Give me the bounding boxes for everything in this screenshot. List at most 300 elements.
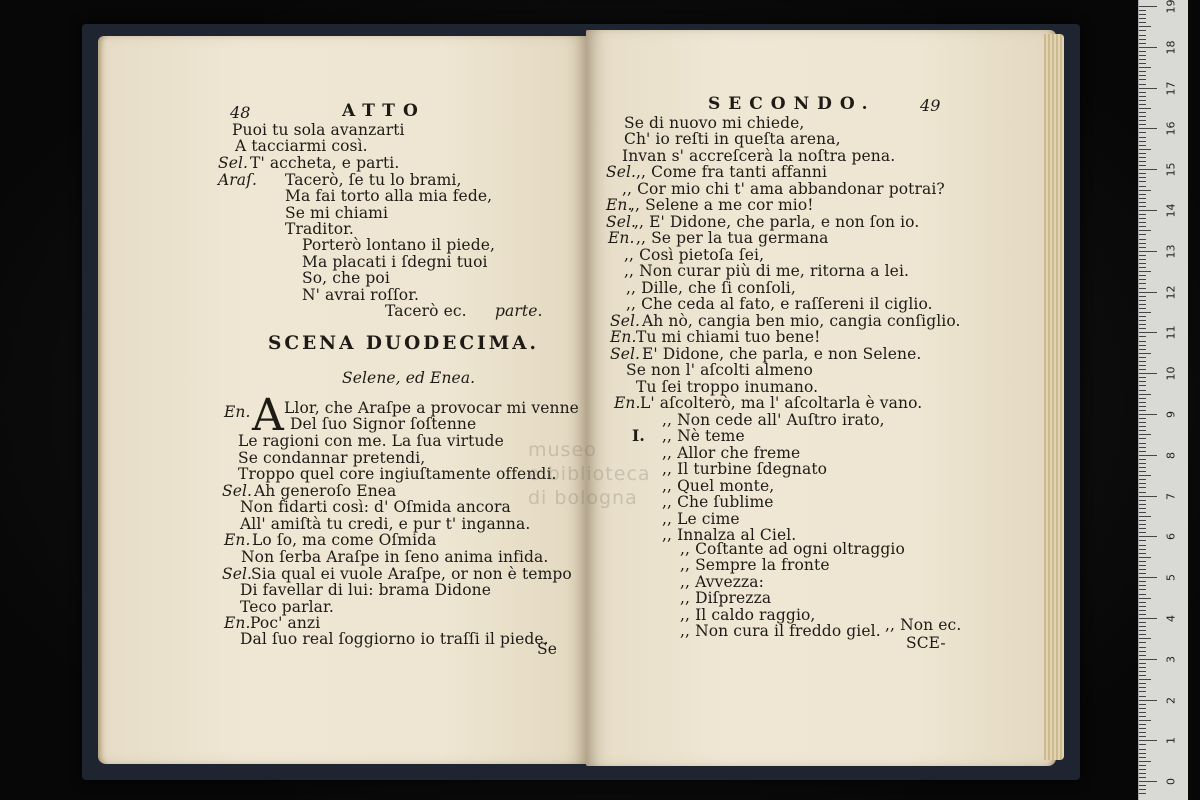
ruler-tick [1139,47,1157,48]
right-page-edge [1044,34,1064,760]
ruler-tick [1139,43,1146,44]
ruler-tick [1139,712,1146,713]
ruler-tick [1139,512,1146,513]
ruler-tick [1139,675,1146,676]
ruler-tick [1139,793,1146,794]
ruler-tick [1139,691,1146,692]
ruler-label: 9 [1164,411,1178,418]
ruler-tick [1139,606,1146,607]
ruler-label: 3 [1164,655,1178,663]
ruler-tick [1139,145,1146,146]
ruler-tick [1139,353,1151,354]
aria-line: ,, Non cura il freddo giel. [680,622,881,640]
ruler-tick [1139,753,1146,754]
ruler-tick [1139,332,1157,333]
aria-number: I. [632,426,645,445]
speaker-label: En. [606,196,633,214]
verse-line: ,, E' Didone, che parla, e non ſon io. [634,213,920,231]
verse-line: Se non l' aſcolti almeno [626,361,813,379]
ruler-tick [1139,561,1146,562]
ruler-tick [1139,602,1146,603]
verse-line: Invan s' accreſcerà la noſtra pena. [622,147,896,165]
verse-line: Llor, che Araſpe a provocar mi venne [284,399,579,417]
ruler-tick [1139,22,1146,23]
ruler-tick [1139,626,1146,627]
speaker-label: Sel. [610,312,641,330]
ruler-tick [1139,585,1146,586]
ruler-tick [1139,10,1146,11]
ruler-tick [1139,79,1146,80]
ruler-tick [1139,471,1146,472]
ruler-label: 4 [1164,615,1178,622]
ruler-label: 14 [1164,203,1178,218]
verse-line: All' amiſtà tu credi, e pur t' inganna. [240,515,531,533]
ruler-label: 19 [1164,0,1178,14]
ruler-tick [1139,394,1151,395]
verse-line: Dal ſuo real ſoggiorno io traſſi il piede. [240,630,549,648]
verse-line: Porterò lontano il piede, [302,236,496,254]
da-capo-note: ,, Non ec. [885,616,962,634]
ruler-label: 15 [1164,162,1178,177]
aria-line: ,, Le cime [662,510,740,528]
ruler-tick [1139,553,1146,554]
ruler-tick [1139,528,1146,529]
verse-line: ,, Dille, che ſi conſoli, [626,279,796,297]
ruler-tick [1139,230,1151,231]
ruler-tick [1139,651,1146,652]
ruler-tick [1139,26,1151,27]
ruler-tick [1139,704,1146,705]
speaker-label: Sel. [218,154,249,172]
ruler-tick [1139,630,1146,631]
ruler-tick [1139,308,1146,309]
ruler-tick [1139,243,1146,244]
ruler-tick [1139,84,1146,85]
ruler-tick [1139,777,1146,778]
aria-line: ,, Che ſublime [662,493,774,511]
ruler-tick [1139,75,1146,76]
ruler-tick [1139,214,1146,215]
verse-line: Se condannar pretendi, [238,449,426,467]
ruler-tick [1139,239,1146,240]
speaker-label: En. [224,614,251,632]
measuring-ruler [1138,0,1188,800]
ruler-tick [1139,385,1146,386]
ruler-tick [1139,141,1146,142]
ruler-tick [1139,594,1146,595]
speaker-label: Sel. [610,345,641,363]
ruler-label: 11 [1164,325,1178,340]
aria-line: ,, Avvezza: [680,573,764,591]
verse-line: Ah generoſo Enea [254,482,397,500]
speaker-label: En. [610,328,637,346]
ruler-tick [1139,418,1146,419]
ruler-tick [1139,169,1157,170]
ruler-tick [1139,789,1146,790]
ruler-tick [1139,622,1146,623]
ruler-tick [1139,598,1151,599]
page-number-left: 48 [230,103,251,122]
verse-line: Le ragioni con me. La ſua virtude [238,432,504,450]
verse-line: Ah nò, cangia ben mio, cangia conſiglio. [642,312,961,330]
ruler-tick [1139,67,1151,68]
ruler-tick [1139,659,1157,660]
watermark-line: museo [528,439,597,461]
watermark-line: di bologna [528,487,638,509]
ruler-tick [1139,190,1151,191]
ruler-tick [1139,455,1157,456]
ruler-tick [1139,467,1146,468]
verse-line: Tacerò ec. [385,302,467,320]
ruler-tick [1139,120,1146,121]
ruler-tick [1139,210,1157,211]
ruler-tick [1139,569,1146,570]
ruler-tick [1139,451,1146,452]
ruler-tick [1139,165,1146,166]
ruler-tick [1139,773,1146,774]
ruler-tick [1139,6,1157,7]
ruler-tick [1139,202,1146,203]
ruler-tick [1139,14,1146,15]
running-head-right: SECONDO. [708,94,876,114]
ruler-tick [1139,55,1146,56]
verse-line: Tu mi chiami tuo bene! [636,328,821,346]
ruler-tick [1139,361,1146,362]
aria-line: ,, Allor che freme [662,444,801,462]
ruler-tick [1139,18,1146,19]
ruler-tick [1139,35,1146,36]
ruler-tick [1139,638,1151,639]
ruler-tick [1139,255,1146,256]
speaker-label: Sel. [222,482,253,500]
ruler-tick [1139,59,1146,60]
ruler-tick [1139,618,1157,619]
ruler-tick [1139,247,1146,248]
speaker-label: Araſ. [218,171,258,189]
verse-line: Non fidarti così: d' Oſmida ancora [240,498,511,516]
verse-line: Lo ſo, ma come Oſmida [252,531,437,549]
ruler-tick [1139,720,1151,721]
ruler-label: 16 [1164,121,1178,136]
ruler-tick [1139,724,1146,725]
ruler-tick [1139,108,1151,109]
ruler-tick [1139,283,1146,284]
ruler-tick [1139,251,1157,252]
ruler-tick [1139,218,1146,219]
ruler-tick [1139,581,1146,582]
verse-line: Tu ſei troppo inumano. [636,378,819,396]
ruler-tick [1139,222,1146,223]
ruler-tick [1139,377,1146,378]
ruler-tick [1139,320,1146,321]
ruler-tick [1139,696,1146,697]
ruler-tick [1139,508,1146,509]
verse-line: ,, Come fra tanti affanni [636,163,828,181]
ruler-tick [1139,271,1151,272]
verse-line: Ma fai torto alla mia fede, [285,187,493,205]
ruler-tick [1139,447,1146,448]
ruler-tick [1139,496,1157,497]
ruler-tick [1139,708,1146,709]
scene-cast: Selene, ed Enea. [342,369,476,387]
ruler-tick [1139,761,1151,762]
ruler-tick [1139,288,1146,289]
ruler-tick [1139,732,1146,733]
ruler-tick [1139,206,1146,207]
verse-line: Teco parlar. [240,598,334,616]
verse-line: N' avrai roſſor. [302,286,420,304]
verse-line: Sia qual ei vuole Araſpe, or non è tempo [251,565,572,583]
ruler-tick [1139,573,1146,574]
ruler-tick [1139,785,1146,786]
ruler-tick [1139,324,1146,325]
verse-line: ,, Selene a me cor mio! [630,196,814,214]
verse-line: ,, Cor mio chi t' ama abbandonar potrai? [622,180,945,198]
speaker-label: En. [224,531,251,549]
ruler-tick [1139,100,1146,101]
ruler-tick [1139,545,1146,546]
ruler-tick [1139,443,1146,444]
ruler-tick [1139,132,1146,133]
ruler-tick [1139,304,1146,305]
aria-line: ,, Sempre la fronte [680,556,830,574]
ruler-tick [1139,438,1146,439]
ruler-tick [1139,259,1146,260]
ruler-tick [1139,402,1146,403]
ruler-tick [1139,520,1146,521]
ruler-tick [1139,757,1146,758]
ruler-label: 10 [1164,366,1178,381]
verse-line: Tacerò, ſe tu lo brami, [285,171,462,189]
verse-line: L' aſcolterò, ma l' aſcoltarla è vano. [640,394,923,412]
ruler-tick [1139,186,1146,187]
ruler-tick [1139,671,1146,672]
library-watermark [528,438,651,510]
aria-line: ,, Non cede all' Auſtro irato, [662,411,885,429]
ruler-tick [1139,292,1157,293]
ruler-tick [1139,267,1146,268]
ruler-tick [1139,124,1146,125]
ruler-tick [1139,406,1146,407]
aria-line: ,, Il caldo raggio, [680,606,816,624]
ruler-tick [1139,369,1146,370]
verse-line: Ma placati i ſdegni tuoi [302,253,488,271]
ruler-tick [1139,341,1146,342]
ruler-tick [1139,642,1146,643]
ruler-label: 1 [1164,737,1178,745]
ruler-tick [1139,157,1146,158]
ruler-tick [1139,181,1146,182]
ruler-tick [1139,765,1146,766]
ruler-tick [1139,744,1146,745]
ruler-tick [1139,300,1146,301]
aria-line: ,, Innalza al Ciel. [662,526,797,544]
ruler-tick [1139,414,1157,415]
ruler-tick [1139,483,1146,484]
ruler-tick [1139,128,1157,129]
ruler-tick [1139,149,1151,150]
ruler-label: 13 [1164,244,1178,259]
speaker-label: Sel. [606,213,637,231]
stage-direction: parte. [495,302,543,320]
verse-line: Di favellar di lui: brama Didone [240,581,491,599]
ruler-tick [1139,463,1146,464]
ruler-label: 17 [1164,81,1178,96]
ruler-tick [1139,373,1157,374]
ruler-tick [1139,549,1146,550]
verse-line: ,, Così pietoſa ſei, [624,246,765,264]
speaker-label: En. [224,403,251,421]
ruler-tick [1139,540,1146,541]
ruler-tick [1139,700,1157,701]
ruler-tick [1139,769,1146,770]
ruler-label: 6 [1164,533,1178,541]
running-head-left: ATTO [342,101,426,121]
verse-line: A tacciarmi così. [235,137,368,155]
ruler-tick [1139,173,1146,174]
verse-line: ,, Non curar più di me, ritorna a lei. [624,262,910,280]
ruler-tick [1139,667,1146,668]
ruler-tick [1139,226,1146,227]
ruler-tick [1139,336,1146,337]
ruler-tick [1139,728,1146,729]
verse-line: Puoi tu sola avanzarti [232,121,405,139]
ruler-label: 0 [1164,778,1178,786]
ruler-tick [1139,736,1146,737]
ruler-tick [1139,487,1146,488]
verse-line: T' accheta, e parti. [250,154,400,172]
verse-line: E' Didone, che parla, e non Selene. [642,345,922,363]
ruler-label: 5 [1164,574,1178,582]
ruler-tick [1139,96,1146,97]
ruler-tick [1139,479,1146,480]
ruler-tick [1139,557,1151,558]
ruler-tick [1139,577,1157,578]
ruler-tick [1139,749,1146,750]
ruler-tick [1139,683,1146,684]
ruler-tick [1139,316,1146,317]
ruler-label: 8 [1164,451,1178,459]
ruler-tick [1139,328,1146,329]
ruler-tick [1139,634,1146,635]
watermark-line: e biblioteca [528,463,651,485]
page-number-right: 49 [920,96,941,115]
ruler-tick [1139,381,1146,382]
verse-line: ,, Che ceda al fato, e raſſereni il ciglio. [626,295,933,313]
ruler-tick [1139,63,1146,64]
catchword-left: Se [537,640,557,658]
ruler-tick [1139,610,1146,611]
ruler-tick [1139,655,1146,656]
ruler-tick [1139,275,1146,276]
verse-line: So, che poi [302,269,390,287]
ruler-tick [1139,88,1157,89]
ruler-tick [1139,687,1146,688]
ruler-tick [1139,565,1146,566]
ruler-tick [1139,153,1146,154]
speaker-label: En. [608,229,635,247]
ruler-tick [1139,589,1146,590]
ruler-tick [1139,536,1157,537]
speaker-label: Sel. [222,565,253,583]
ruler-tick [1139,716,1146,717]
ruler-tick [1139,357,1146,358]
ruler-tick [1139,516,1151,517]
ruler-tick [1139,112,1146,113]
ruler-tick [1139,430,1146,431]
ruler-tick [1139,475,1151,476]
ruler-tick [1139,30,1146,31]
ruler-tick [1139,614,1146,615]
ruler-tick [1139,177,1146,178]
ruler-tick [1139,459,1146,460]
verse-line: Del ſuo Signor ſoſtenne [290,415,477,433]
ruler-tick [1139,51,1146,52]
aria-line: ,, Nè teme [662,427,745,445]
ruler-label: 12 [1164,285,1178,300]
ruler-label: 18 [1164,40,1178,55]
verse-line: Se mi chiami [285,204,389,222]
ruler-tick [1139,345,1146,346]
catchword-right: SCE- [906,634,946,652]
speaker-label: En. [614,394,641,412]
scene-title: SCENA DUODECIMA. [268,333,539,354]
ruler-tick [1139,781,1157,782]
verse-line: Se di nuovo mi chiede, [624,114,805,132]
ruler-tick [1139,312,1151,313]
ruler-tick [1139,663,1146,664]
ruler-tick [1139,279,1146,280]
ruler-tick [1139,296,1146,297]
ruler-label: 7 [1164,492,1178,500]
ruler-tick [1139,365,1146,366]
verse-line: Traditor. [285,220,354,238]
aria-line: ,, Il turbine ſdegnato [662,460,828,478]
ruler-tick [1139,426,1146,427]
drop-cap: A [252,390,284,441]
ruler-tick [1139,679,1151,680]
verse-line: Non ſerba Araſpe in ſeno anima infida. [241,548,549,566]
ruler-tick [1139,161,1146,162]
ruler-tick [1139,398,1146,399]
ruler-tick [1139,504,1146,505]
ruler-tick [1139,390,1146,391]
ruler-tick [1139,500,1146,501]
ruler-tick [1139,410,1146,411]
ruler-tick [1139,647,1146,648]
ruler-tick [1139,92,1146,93]
ruler-tick [1139,349,1146,350]
ruler-tick [1139,492,1146,493]
ruler-tick [1139,198,1146,199]
ruler-tick [1139,194,1146,195]
ruler-tick [1139,71,1146,72]
ruler-tick [1139,104,1146,105]
ruler-tick [1139,116,1146,117]
verse-line: Troppo quel core ingiuſtamente offendi. [238,465,557,483]
speaker-label: Sel. [606,163,637,181]
ruler-tick [1139,234,1146,235]
verse-line: Poc' anzi [250,614,321,632]
verse-line: Ch' io reſti in queſta arena, [624,130,841,148]
ruler-tick [1139,532,1146,533]
ruler-tick [1139,434,1151,435]
ruler-tick [1139,137,1146,138]
ruler-tick [1139,524,1146,525]
ruler-label: 2 [1164,696,1178,704]
ruler-tick [1139,422,1146,423]
aria-line: ,, Quel monte, [662,477,775,495]
